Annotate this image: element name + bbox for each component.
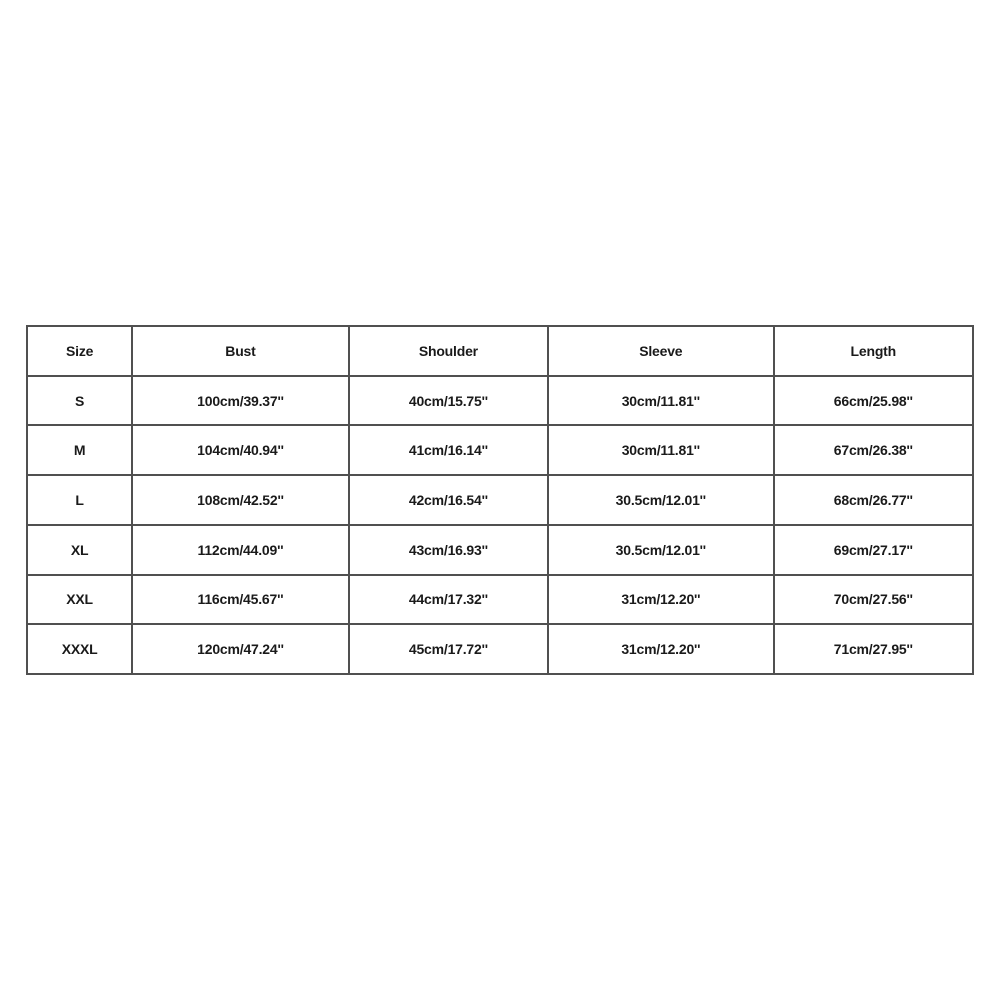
- shoulder-cell: 42cm/16.54'': [349, 475, 548, 525]
- size-cell: S: [27, 376, 132, 426]
- sleeve-cell: 30cm/11.81'': [548, 425, 773, 475]
- table-header-row: [27, 326, 973, 376]
- header-bust: Bust: [132, 326, 348, 376]
- sleeve-cell: 31cm/12.20'': [548, 575, 773, 625]
- length-cell: 69cm/27.17'': [774, 525, 973, 575]
- bust-cell: 112cm/44.09'': [132, 525, 348, 575]
- header-sleeve: Sleeve: [548, 326, 773, 376]
- size-cell: XL: [27, 525, 132, 575]
- bust-cell: 108cm/42.52'': [132, 475, 348, 525]
- table-row: [27, 425, 973, 475]
- sleeve-cell: 30.5cm/12.01'': [548, 525, 773, 575]
- sleeve-cell: 30cm/11.81'': [548, 376, 773, 426]
- sleeve-cell: 31cm/12.20'': [548, 624, 773, 674]
- size-cell: XXXL: [27, 624, 132, 674]
- size-cell: L: [27, 475, 132, 525]
- size-cell: M: [27, 425, 132, 475]
- header-size: Size: [27, 326, 132, 376]
- shoulder-cell: 45cm/17.72'': [349, 624, 548, 674]
- length-cell: 70cm/27.56'': [774, 575, 973, 625]
- bust-cell: 104cm/40.94'': [132, 425, 348, 475]
- shoulder-cell: 40cm/15.75'': [349, 376, 548, 426]
- shoulder-cell: 41cm/16.14'': [349, 425, 548, 475]
- shoulder-cell: 43cm/16.93'': [349, 525, 548, 575]
- shoulder-cell: 44cm/17.32'': [349, 575, 548, 625]
- table-row: [27, 475, 973, 525]
- length-cell: 68cm/26.77'': [774, 475, 973, 525]
- length-cell: 67cm/26.38'': [774, 425, 973, 475]
- bust-cell: 100cm/39.37'': [132, 376, 348, 426]
- bust-cell: 116cm/45.67'': [132, 575, 348, 625]
- table-row: [27, 376, 973, 426]
- length-cell: 66cm/25.98'': [774, 376, 973, 426]
- size-cell: XXL: [27, 575, 132, 625]
- table-row: [27, 525, 973, 575]
- header-shoulder: Shoulder: [349, 326, 548, 376]
- header-length: Length: [774, 326, 973, 376]
- length-cell: 71cm/27.95'': [774, 624, 973, 674]
- table-row: [27, 624, 973, 674]
- sleeve-cell: 30.5cm/12.01'': [548, 475, 773, 525]
- size-chart-table: [26, 325, 974, 675]
- table-row: [27, 575, 973, 625]
- bust-cell: 120cm/47.24'': [132, 624, 348, 674]
